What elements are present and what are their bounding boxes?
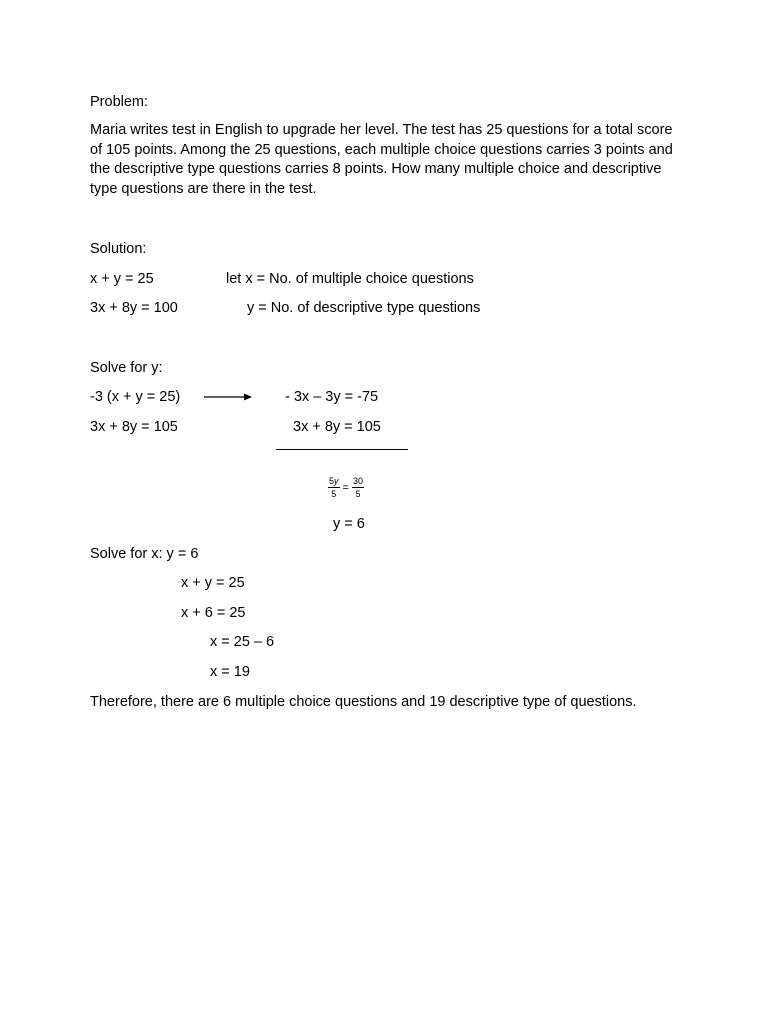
problem-text: Maria writes test in English to upgrade her level. The test has 25 questions for a total score of 105 points. Among the 25 questions, each multiple choice questions carries 3 points and the descriptive type questions carries 8 points. How many multiple choice and descriptive type questions are there in the test.	[90, 122, 673, 197]
multiply-step: -3 (x + y = 25)	[90, 389, 181, 405]
fraction-left-numerator	[328, 476, 340, 488]
solve-x-step-1: x + y = 25	[181, 575, 245, 591]
fraction-equation	[328, 476, 364, 499]
fraction-left-coefficient: 5	[329, 476, 335, 486]
let-definition-x: let x = No. of multiple choice questions	[226, 271, 474, 287]
fraction-left-denominator: 5	[331, 489, 337, 499]
solve-x-step-3: x = 25 – 6	[210, 634, 275, 650]
equation-2: 3x + 8y = 100	[90, 300, 178, 316]
y-result: y = 6	[333, 516, 365, 532]
sum-divider-line	[276, 449, 408, 450]
equation-1: x + y = 25	[90, 271, 154, 287]
solve-x-step-2: x + 6 = 25	[181, 605, 246, 621]
solve-y-heading: Solve for y:	[90, 360, 163, 376]
fraction-right	[352, 476, 364, 499]
right-arrow-icon	[204, 396, 252, 398]
solve-x-step-4: x = 19	[210, 664, 250, 680]
fraction-right-numerator: 30	[352, 476, 363, 486]
second-equation-right: 3x + 8y = 105	[293, 419, 381, 435]
second-equation-left: 3x + 8y = 105	[90, 419, 178, 435]
fraction-equals-sign: =	[342, 481, 349, 494]
solution-heading: Solution:	[90, 241, 147, 257]
conclusion-text: Therefore, there are 6 multiple choice questions and 19 descriptive type of questions.	[90, 694, 637, 710]
fraction-right-denominator: 5	[355, 489, 361, 499]
fraction-left	[328, 476, 340, 499]
multiplied-equation: - 3x – 3y = -75	[285, 389, 379, 405]
fraction-left-variable: y	[334, 476, 339, 486]
problem-heading: Problem:	[90, 94, 149, 110]
solve-x-heading: Solve for x: y = 6	[90, 546, 199, 562]
let-definition-y: y = No. of descriptive type questions	[247, 300, 481, 316]
